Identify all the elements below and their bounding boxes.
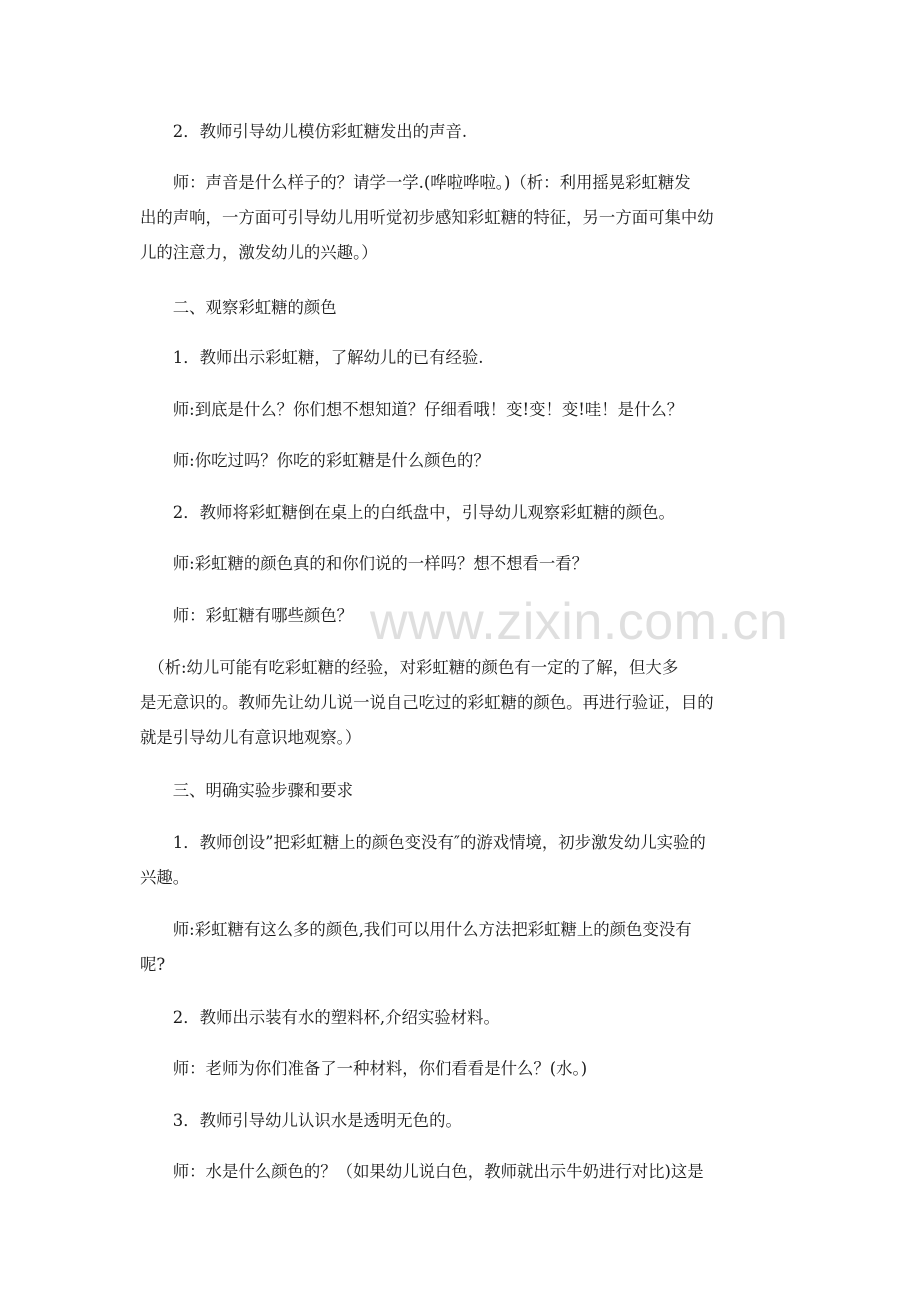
section-heading xyxy=(140,773,780,808)
paragraph xyxy=(140,825,780,895)
text-line: 2．教师引导幼儿模仿彩虹糖发出的声音. xyxy=(140,122,468,141)
paragraph xyxy=(140,1154,780,1189)
text-line: 1．教师出示彩虹糖，了解幼儿的已有经验. xyxy=(140,348,484,367)
text-line: 3．教师引导幼儿认识水是透明无色的。 xyxy=(140,1111,462,1130)
text-line: 是无意识的。教师先让幼儿说一说自己吃过的彩虹糖的颜色。再进行验证，目的 xyxy=(140,693,714,712)
watermark: www.zixin.com.cn xyxy=(370,593,789,651)
text-line: （析:幼儿可能有吃彩虹糖的经验，对彩虹糖的颜色有一定的了解，但大多 xyxy=(140,658,679,677)
text-line: 师：彩虹糖有哪些颜色？ xyxy=(140,606,354,625)
paragraph xyxy=(140,1103,780,1138)
paragraph xyxy=(140,650,780,755)
text-line: 师：水是什么颜色的？（如果幼儿说白色，教师就出示牛奶进行对比)这是 xyxy=(140,1162,704,1181)
text-line: 师:到底是什么？你们想不想知道？仔细看哦！变!变！变!哇！是什么？ xyxy=(140,400,684,419)
text-line: 三、明确实验步骤和要求 xyxy=(140,781,354,800)
text-line: 二、观察彩虹糖的颜色 xyxy=(140,298,337,317)
paragraph xyxy=(140,1051,780,1086)
paragraph xyxy=(140,495,780,530)
paragraph xyxy=(140,392,780,427)
text-line: 2．教师出示装有水的塑料杯,介绍实验材料。 xyxy=(140,1008,500,1027)
text-line: 兴趣。 xyxy=(140,868,190,887)
paragraph xyxy=(140,443,780,478)
paragraph xyxy=(140,114,780,149)
paragraph xyxy=(140,165,780,270)
text-line: 师：老师为你们准备了一种材料，你们看看是什么？(水。) xyxy=(140,1059,588,1078)
text-line: 2．教师将彩虹糖倒在桌上的白纸盘中，引导幼儿观察彩虹糖的颜色。 xyxy=(140,503,675,522)
text-line: 1．教师创设”把彩虹糖上的颜色变没有″的游戏情境，初步激发幼儿实验的 xyxy=(140,833,706,852)
text-line: 师:彩虹糖有这么多的颜色,我们可以用什么方法把彩虹糖上的颜色变没有 xyxy=(140,920,692,939)
section-heading xyxy=(140,290,780,325)
text-line: 师:你吃过吗？你吃的彩虹糖是什么颜色的？ xyxy=(140,451,490,470)
text-line: 出的声响，一方面可引导幼儿用听觉初步感知彩虹糖的特征，另一方面可集中幼 xyxy=(140,208,714,227)
text-line: 儿的注意力，激发幼儿的兴趣。） xyxy=(140,243,378,262)
paragraph xyxy=(140,598,780,633)
text-line: 师：声音是什么样子的？请学一学.(哗啦哗啦。)（析：利用摇晃彩虹糖发 xyxy=(140,173,691,192)
text-line: 呢? xyxy=(140,955,166,974)
paragraph xyxy=(140,912,780,982)
paragraph xyxy=(140,340,780,375)
paragraph xyxy=(140,546,780,581)
paragraph xyxy=(140,1000,780,1035)
text-line: 就是引导幼儿有意识地观察。） xyxy=(140,728,362,747)
text-line: 师:彩虹糖的颜色真的和你们说的一样吗？想不想看一看？ xyxy=(140,554,589,573)
